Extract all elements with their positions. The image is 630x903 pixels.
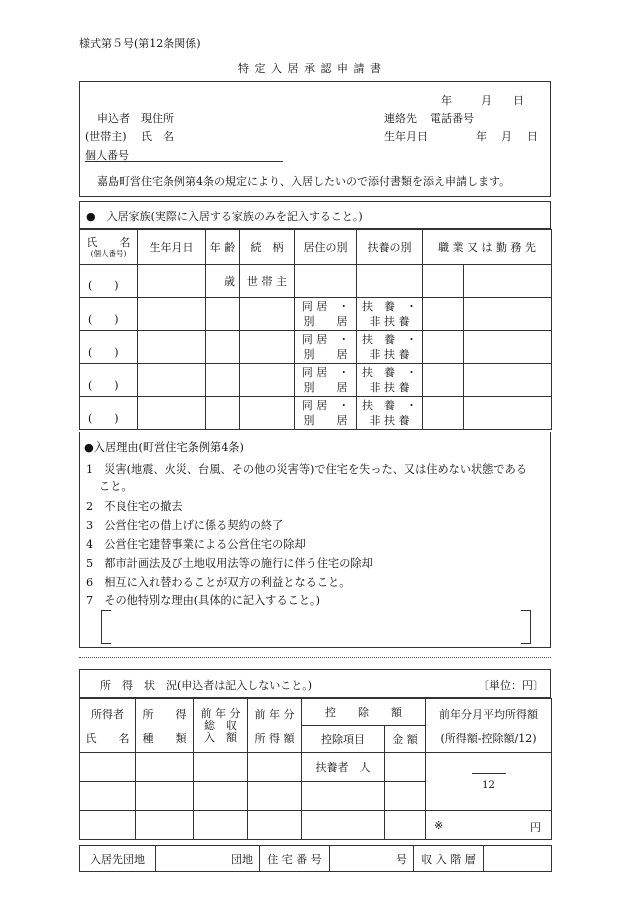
income-col-deduction-amount: 金 額 xyxy=(385,726,426,753)
support-option-non-dependent: 非 扶 養 xyxy=(369,381,410,394)
family-row-3-occupation-a xyxy=(423,331,464,364)
reason-item-4: 4 公営住宅建替事業による公営住宅の除却 xyxy=(86,538,306,551)
reason-detail-field[interactable] xyxy=(112,612,518,640)
family-row-5-residence xyxy=(295,397,357,430)
income-col-average-2: (所得額-控除額/12) xyxy=(440,731,537,745)
housing-field: 団地 xyxy=(156,846,260,872)
income-row-2-earner xyxy=(80,782,136,811)
income-floor-field xyxy=(484,846,552,872)
income-col-earner xyxy=(80,699,136,753)
support-option-dependent: 扶 養 ・ xyxy=(362,366,417,379)
residence-option-separate: 別 居 xyxy=(303,348,348,361)
income-floor-label: 収 入 階 層 xyxy=(414,846,484,872)
family-table xyxy=(79,229,552,430)
income-row-1-earner xyxy=(80,753,136,782)
family-row-3-age xyxy=(206,331,240,364)
yen-label: 円 xyxy=(530,820,541,834)
family-row-4-birth xyxy=(138,364,206,397)
col-occupation-header: 職 業 又 は 勤 務 先 xyxy=(423,230,552,265)
income-col-deduction: 控 除 額 xyxy=(302,699,426,726)
family-row-5-support xyxy=(357,397,423,430)
income-row-2-income xyxy=(248,782,302,811)
reason-detail-left-bracket xyxy=(101,610,111,644)
unit-number-label: 住 宅 番 号 xyxy=(260,846,330,872)
income-average-divisor: 12 xyxy=(472,773,506,791)
income-row-2-deduction-item xyxy=(302,782,385,811)
support-option-non-dependent: 非 扶 養 xyxy=(369,414,410,427)
family-row-1-name: ( ) xyxy=(80,265,138,298)
family-row-3-name: ( ) xyxy=(80,331,138,364)
support-option-dependent: 扶 養 ・ xyxy=(362,399,417,412)
family-row-1-relation: 世 帯 主 xyxy=(240,265,295,298)
residence-option-together: 同 居 ・ xyxy=(301,300,350,313)
personal-number-label: 個人番号 xyxy=(85,149,129,162)
income-col-type-2: 種 類 xyxy=(142,731,187,745)
family-row-4-support xyxy=(357,364,423,397)
family-row-2-birth xyxy=(138,298,206,331)
form-number: 様式第５号(第12条関係) xyxy=(79,37,201,50)
phone-label: 電話番号 xyxy=(430,112,474,125)
date-day: 日 xyxy=(513,94,524,107)
residence-option-together: 同 居 ・ xyxy=(301,333,350,346)
col-age-header: 年 齢 xyxy=(206,230,240,265)
income-col-total-3: 入 額 xyxy=(204,730,237,744)
support-option-non-dependent: 非 扶 養 xyxy=(369,315,410,328)
income-heading: 所 得 状 況(申込者は記入しないこと。) xyxy=(100,679,313,692)
col-relation-header: 続 柄 xyxy=(240,230,295,265)
family-row-2-residence xyxy=(295,298,357,331)
family-row-1-occupation-a xyxy=(423,265,464,298)
support-option-dependent: 扶 養 ・ xyxy=(362,300,417,313)
income-average-result xyxy=(426,811,552,840)
family-row-5-occupation-b xyxy=(464,397,552,430)
income-unit: 〔単位：円〕 xyxy=(478,679,544,692)
residence-option-separate: 別 居 xyxy=(303,315,348,328)
head-of-household: (世帯主) xyxy=(85,130,127,143)
income-col-total xyxy=(194,699,248,753)
residence-option-together: 同 居 ・ xyxy=(301,366,350,379)
reasons-heading: ●入居理由(町営住宅条例第4条) xyxy=(84,441,244,454)
col-birth-header: 生年月日 xyxy=(138,230,206,265)
reason-item-2: 2 不良住宅の撤去 xyxy=(86,500,183,513)
family-row-3-occupation-b xyxy=(464,331,552,364)
family-row-3-support xyxy=(357,331,423,364)
residence-option-together: 同 居 ・ xyxy=(301,399,350,412)
housing-label: 入居先団地 xyxy=(80,846,156,872)
col-name-sub: (個人番号) xyxy=(90,248,127,258)
family-row-5-relation xyxy=(240,397,295,430)
cut-line xyxy=(79,657,551,658)
income-row-3-income xyxy=(248,811,302,840)
name-label: 氏 名 xyxy=(141,130,174,143)
unit-number-field: 号 xyxy=(330,846,414,872)
income-row-3-type xyxy=(136,811,194,840)
reason-item-1-cont: こと。 xyxy=(99,480,133,493)
income-row-3-deduction-amount xyxy=(385,811,426,840)
income-row-2-type xyxy=(136,782,194,811)
address-label: 現住所 xyxy=(141,112,174,125)
col-name-label: 氏 名 xyxy=(86,235,131,249)
income-row-1-total xyxy=(194,753,248,782)
income-row-3-earner xyxy=(80,811,136,840)
income-col-income-1: 前 年 分 xyxy=(254,707,295,721)
contact-label: 連絡先 xyxy=(384,112,417,125)
income-col-deduction-item: 控除項目 xyxy=(302,726,385,753)
family-row-1-age: 歳 xyxy=(206,265,240,298)
family-row-4-age xyxy=(206,364,240,397)
family-row-5-birth xyxy=(138,397,206,430)
income-row-2-total xyxy=(194,782,248,811)
income-col-income-2: 所 得 額 xyxy=(254,731,295,745)
reason-item-1: 1 災害(地震、火災、台風、その他の災害等)で住宅を失った、又は住めない状態である xyxy=(86,463,527,476)
income-col-earner-1: 所得者 xyxy=(91,707,124,721)
birth-year: 年 xyxy=(476,130,487,143)
income-row-3-deduction-item xyxy=(302,811,385,840)
income-col-average-1: 前年分月平均所得額 xyxy=(439,707,538,721)
income-col-type-1: 所 得 xyxy=(142,707,187,721)
family-row-1-residence xyxy=(295,265,357,298)
income-col-total-2: 総 収 xyxy=(204,718,237,732)
col-support-header: 扶養の別 xyxy=(357,230,423,265)
family-row-2-occupation-b xyxy=(464,298,552,331)
income-row-3-total xyxy=(194,811,248,840)
family-row-4-occupation-b xyxy=(464,364,552,397)
family-row-5-occupation-a xyxy=(423,397,464,430)
income-row-1-deduction-amount xyxy=(385,753,426,782)
support-option-non-dependent: 非 扶 養 xyxy=(369,348,410,361)
residence-option-separate: 別 居 xyxy=(303,381,348,394)
reason-item-7: 7 その他特別な理由(具体的に記入すること。) xyxy=(86,594,320,607)
income-col-average xyxy=(426,699,552,753)
family-row-2-age xyxy=(206,298,240,331)
birth-day: 日 xyxy=(527,130,538,143)
col-residence-header: 居住の別 xyxy=(295,230,357,265)
family-row-3-residence xyxy=(295,331,357,364)
family-row-1-support xyxy=(357,265,423,298)
family-row-2-support xyxy=(357,298,423,331)
income-col-type xyxy=(136,699,194,753)
residence-option-separate: 別 居 xyxy=(303,414,348,427)
note-mark: ※ xyxy=(434,818,444,832)
family-row-4-name: ( ) xyxy=(80,364,138,397)
personal-number-line xyxy=(85,161,283,162)
reason-detail-right-bracket xyxy=(521,610,531,644)
family-row-5-age xyxy=(206,397,240,430)
birth-month: 月 xyxy=(501,130,512,143)
income-table xyxy=(79,698,552,840)
income-row-2-deduction-amount xyxy=(385,782,426,811)
birth-label: 生年月日 xyxy=(384,130,428,143)
family-row-1-birth xyxy=(138,265,206,298)
page-title: 特 定 入 居 承 認 申 請 書 xyxy=(238,62,382,75)
application-statement: 嘉島町営住宅条例第4条の規定により、入居したいので添付書類を添え申請します。 xyxy=(97,175,511,188)
income-col-income xyxy=(248,699,302,753)
income-row-1-income xyxy=(248,753,302,782)
family-row-4-relation xyxy=(240,364,295,397)
family-row-2-occupation-a xyxy=(423,298,464,331)
support-option-dependent: 扶 養 ・ xyxy=(362,333,417,346)
reason-item-5: 5 都市計画法及び土地収用法等の施行に伴う住宅の除却 xyxy=(86,557,373,570)
income-row-1-type xyxy=(136,753,194,782)
family-row-4-residence xyxy=(295,364,357,397)
family-row-3-relation xyxy=(240,331,295,364)
family-row-1-occupation-b xyxy=(464,265,552,298)
family-heading: ● 入居家族(実際に入居する家族のみを記入すること。) xyxy=(86,210,363,223)
footer-table xyxy=(79,845,552,872)
col-name-header xyxy=(80,230,138,265)
income-col-earner-2: 氏 名 xyxy=(85,731,130,745)
reason-item-3: 3 公営住宅の借上げに係る契約の終了 xyxy=(86,519,284,532)
family-row-4-occupation-a xyxy=(423,364,464,397)
family-row-2-name: ( ) xyxy=(80,298,138,331)
applicant-label: 申込者 xyxy=(97,112,130,125)
family-row-5-name: ( ) xyxy=(80,397,138,430)
income-col-total-1: 前 年 分 xyxy=(200,706,241,720)
date-year: 年 xyxy=(441,94,452,107)
reason-item-6: 6 相互に入れ替わることが双方の利益となること。 xyxy=(86,576,351,589)
family-row-3-birth xyxy=(138,331,206,364)
income-row-1-deduction-item: 扶養者 人 xyxy=(302,753,385,782)
date-month: 月 xyxy=(481,94,492,107)
family-row-2-relation xyxy=(240,298,295,331)
income-average-cell xyxy=(426,753,552,811)
